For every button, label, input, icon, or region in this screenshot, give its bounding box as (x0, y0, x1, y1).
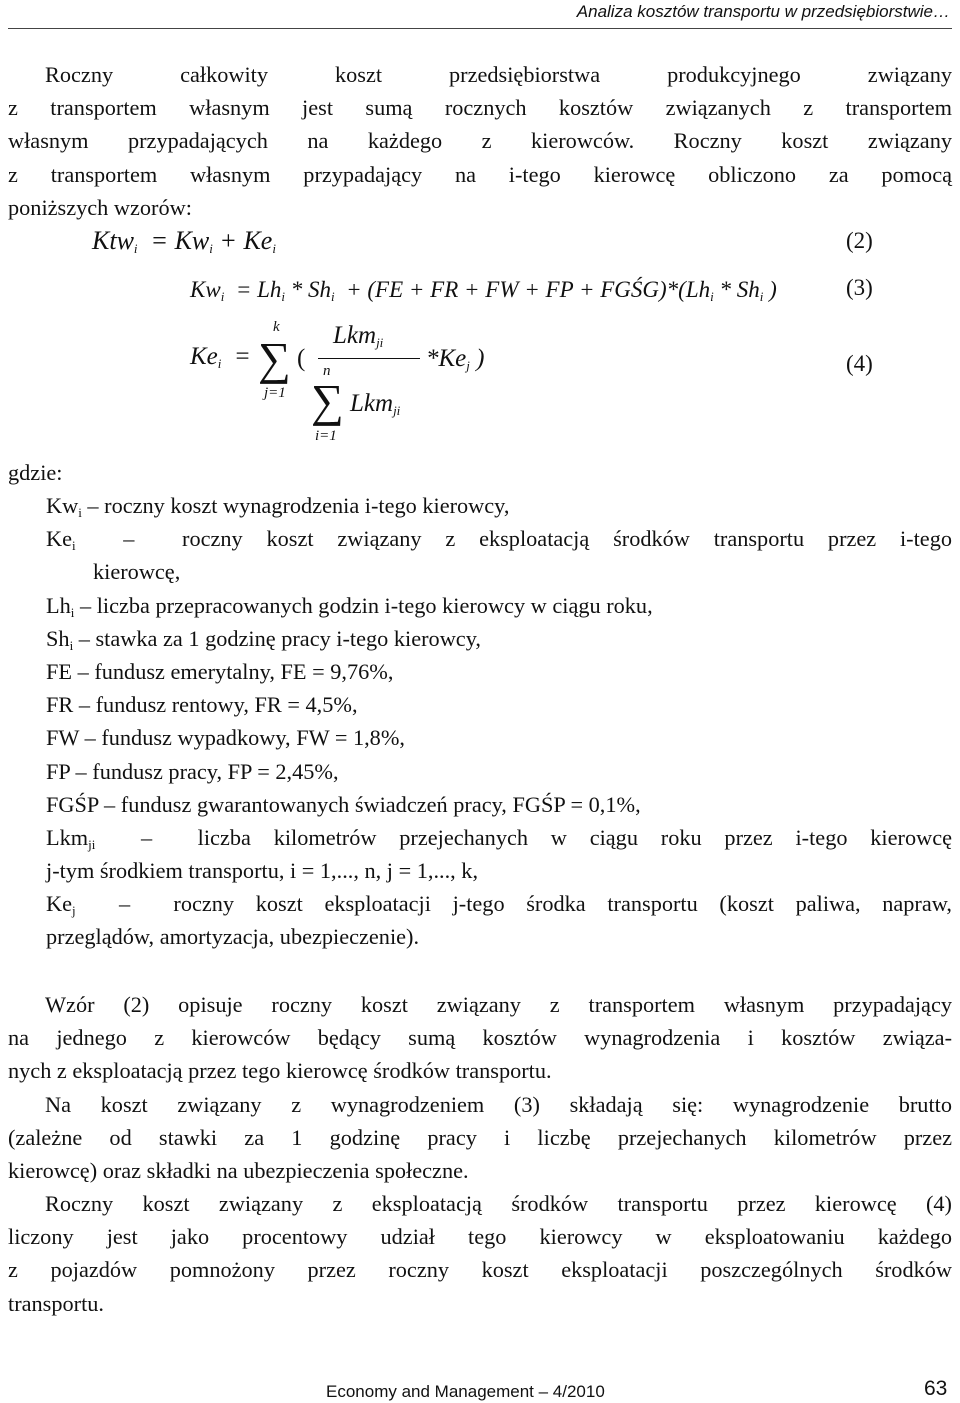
body-paragraph-3: Roczny koszt związany z eksploatacją środków transportu przez kierowcę (4) liczony jest jako procentowy udział tego kierowcy w eksploatowaniu każdego z pojazdów pomnożony przez roczny koszt eksploatacji poszczególnych środków transportu. (8, 1191, 952, 1316)
intro-line: Roczny całkowity koszt przedsiębiorstwa produkcyjnego związany (45, 62, 952, 87)
intro-line: z transportem własnym jest sumą rocznych kosztów związanych z transportem (8, 95, 952, 121)
where-label: gdzie: (8, 460, 63, 485)
definition-item: FP – fundusz pracy, FP = 2,45%, (46, 758, 339, 784)
body-paragraph-1: Wzór (2) opisuje roczny koszt związany z transportem własnym przypadający na jednego z kierowców będący sumą kosztów wynagrodzenia i kosztów związa- nych z eksploatacją przez tego kierowcę środków transportu. (8, 992, 952, 1084)
definition-item: $Lh_i$ – liczba przepracowanych godzin i-tego kierowcy w ciągu roku, (46, 592, 653, 620)
definition-item: $Sh_i$ – stawka za 1 godzinę pracy i-tego kierowcy, (46, 625, 481, 653)
definition-item: $Kw_i$ – roczny koszt wynagrodzenia i-tego kierowcy, (46, 493, 510, 520)
equation-4-number: (4) (846, 351, 873, 376)
definition-item: FW – fundusz wypadkowy, FW = 1,8%, (46, 725, 405, 751)
definition-item: Lkm$_{ji}$ – liczba kilometrów przejechanych w ciągu roku przez i-tego kierowcę (46, 824, 952, 852)
definition-item: FGŚP – fundusz gwarantowanych świadczeń pracy, FGŚP = 0,1%, (46, 791, 641, 817)
page-number: 63 (924, 1377, 948, 1400)
intro-line: z transportem własnym przypadający na i-tego kierowcę obliczono za pomocą (8, 161, 952, 187)
definition-item-cont: przeglądów, amortyzacja, ubezpieczenie). (46, 924, 420, 950)
definition-item: $Ke_j$ – roczny koszt eksploatacji j-tego środka transportu (koszt paliwa, napraw, (46, 891, 952, 919)
page-footer (0, 1375, 960, 1403)
definition-item: FR – fundusz rentowy, FR = 4,5%, (46, 692, 358, 718)
definition-item: FE – fundusz emerytalny, FE = 9,76%, (46, 658, 394, 684)
body-paragraph-2: Na koszt związany z wynagrodzeniem (3) składają się: wynagrodzenie brutto (zależne od stawki za 1 godzinę pracy i liczbę przejechanych kilometrów przez kierowcę) oraz składki na ubezpieczenia społeczne. (8, 1092, 952, 1184)
intro-line: poniższych wzorów: (8, 194, 192, 220)
running-header (0, 0, 960, 30)
intro-line: własnym przypadających na każdego z kierowców. Roczny koszt związany (8, 128, 952, 154)
definition-item-cont: j-tym środkiem transportu, i = 1,..., n, j = 1,..., k, (46, 858, 479, 884)
header-rule (8, 28, 952, 29)
journal-name: Economy and Management – 4/2010 (326, 1382, 605, 1401)
equation-2: $Ktw_i = Kw_i + Ke_i$ (92, 226, 276, 256)
intro-paragraph (8, 58, 952, 224)
equation-3-number: (3) (846, 275, 873, 300)
equation-3: $Kw_i = Lh_i * Sh_i + (FE$ + FR + FW + FP + $FGŚG)*(Lh_i * Sh_i$ ) (190, 277, 777, 304)
definition-item-cont: kierowcę, (93, 559, 181, 585)
definitions-list (46, 489, 952, 954)
definition-item: $Ke_i$ – roczny koszt związany z eksploatacją środków transportu przez i-tego (46, 526, 952, 554)
running-title: Analiza kosztów transportu w przedsiębiorstwie… (576, 2, 950, 21)
equation-2-number: (2) (846, 228, 873, 253)
